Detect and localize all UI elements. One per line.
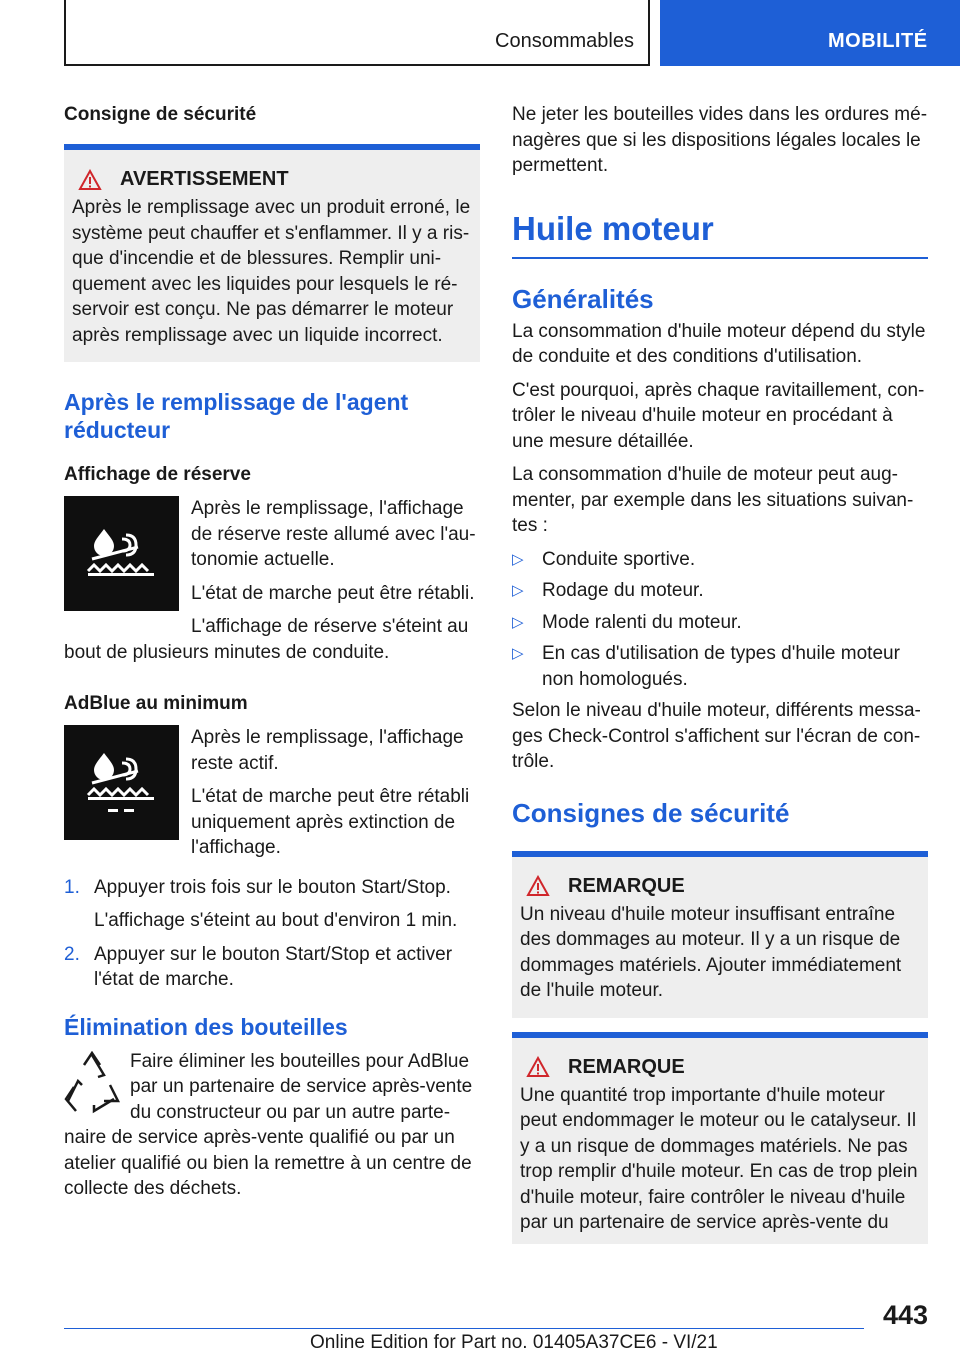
page-number: 443 <box>882 1300 928 1330</box>
adblue-text-1: Après le remplissage, l'affichage reste actif. <box>191 727 464 774</box>
step-subtext: L'affichage s'éteint au bout d'environ 1 min. <box>94 910 458 931</box>
general-text-4: Selon le niveau d'huile moteur, différents messa- ges Check-Control s'affichent sur l'écran de con- trôle. <box>512 700 921 772</box>
triangle-bullet-icon: ▷ <box>512 582 524 599</box>
left-column <box>64 102 480 1210</box>
step-text: Appuyer sur le bouton Start/Stop et activer l'état de marche. <box>94 943 453 990</box>
general-text-1: La consommation d'huile moteur dépend du style de conduite et des conditions d'utilisation. <box>512 320 926 367</box>
note-label: REMARQUE <box>568 874 685 897</box>
recycle-icon <box>64 1051 120 1121</box>
step-number: 2. <box>64 943 80 965</box>
list-item: ▷ Mode ralenti du moteur. <box>512 610 928 636</box>
warning-text: Après le remplissage avec un produit erroné, le système peut chauffer et s'enflammer. Il y a ris- que d'incendie et de blessures. Remplir uni- quement avec les liquides pour lesquels le ré- servoir est conçu. Ne pas démarrer le moteur après remplissage avec un liquide incorrect. <box>72 197 471 346</box>
note-box <box>512 1032 928 1244</box>
right-column <box>512 102 928 1244</box>
warning-label: AVERTISSEMENT <box>120 168 289 190</box>
note-text: Une quantité trop importante d'huile moteur peut endommager le moteur ou le catalyseur. Il y a un risque de dommages matériels. Ne pas trop remplir d'huile moteur. En cas de trop plein d'huile moteur, faire contrôler le niveau d'huile par un partenaire de service après-vente du <box>520 1084 918 1233</box>
reserve-text-1: Après le remplissage, l'affichage de réserve reste allumé avec l'au- tonomie actuelle. <box>191 498 476 570</box>
header-section-tab <box>64 0 650 66</box>
footer-divider <box>64 1328 864 1329</box>
adblue-block <box>64 725 480 869</box>
triangle-bullet-icon: ▷ <box>512 613 524 631</box>
note-label: REMARQUE <box>568 1055 685 1078</box>
steps-list <box>64 875 480 993</box>
disposal-title: Élimination des bouteilles <box>64 1013 348 1040</box>
general-text-2: C'est pourquoi, après chaque ravitaillement, con- trôler le niveau d'huile moteur en procédant à une mesure détaillée. <box>512 379 925 452</box>
step-item <box>64 875 480 934</box>
reserve-block <box>64 496 480 665</box>
after-fill-title: Après le remplissage de l'agent réducteur <box>64 389 409 443</box>
triangle-bullet-icon: ▷ <box>512 550 524 568</box>
reserve-title: Affichage de réserve <box>64 464 251 485</box>
note-box <box>512 851 928 1018</box>
oil-title: Huile moteur <box>512 209 928 259</box>
step-text: Appuyer trois fois sur le bouton Start/Stop. <box>94 876 451 898</box>
reserve-text-3: L'affichage de réserve s'éteint au bout de plusieurs minutes de conduite. <box>64 616 469 663</box>
list-item: ▷ Rodage du moteur. <box>512 578 928 604</box>
header-chapter-tab <box>660 0 960 66</box>
step-item <box>64 942 480 993</box>
adblue-text-2: L'état de marche peut être rétabli uniquement après extinction de l'affichage. <box>191 786 470 858</box>
general-text-3: La consommation d'huile de moteur peut aug- menter, par exemple dans les situations suivan- tes : <box>512 464 914 536</box>
list-item: ▷ Conduite sportive. <box>512 547 928 573</box>
adblue-title: AdBlue au minimum <box>64 693 248 714</box>
safety-title: Consigne de sécurité <box>64 104 257 125</box>
reserve-indicator-icon <box>64 496 179 611</box>
warning-triangle-icon <box>526 875 550 897</box>
general-title: Généralités <box>512 283 654 314</box>
header-chapter-label: MOBILITÉ <box>828 30 928 52</box>
adblue-indicator-icon <box>64 725 179 840</box>
disposal-block <box>64 1049 480 1202</box>
reserve-text-2: L'état de marche peut être rétabli. <box>191 582 475 604</box>
warning-triangle-icon <box>78 169 102 191</box>
step-number: 1. <box>64 876 80 898</box>
disposal-text: Faire éliminer les bouteilles pour AdBlue par un partenaire de service après-vente du constructeur ou par un autre parte- naire de service après-vente qualifié ou par un atelier qualifié ou bien la remettre à un centre de collecte des déchets. <box>64 1050 473 1199</box>
note-text: Un niveau d'huile moteur insuffisant entraîne des dommages au moteur. Il y a un risque de dommages matériels. Ajouter immédiatement de l'huile moteur. <box>520 903 902 1001</box>
triangle-bullet-icon: ▷ <box>512 645 524 662</box>
warning-triangle-icon <box>526 1056 550 1078</box>
list-item: ▷ En cas d'utilisation de types d'huile moteur non homologués. <box>512 643 900 690</box>
warning-box <box>64 144 480 362</box>
conditions-list <box>512 547 928 693</box>
consignes-title: Consignes de sécurité <box>512 797 790 828</box>
intro-text: Ne jeter les bouteilles vides dans les ordures mé- nagères que si les dispositions légales locales le permettent. <box>512 104 928 176</box>
header-section-label: Consommables <box>495 30 634 52</box>
footer-edition: Online Edition for Part no. 01405A37CE6 - VI/21 <box>310 1332 718 1353</box>
